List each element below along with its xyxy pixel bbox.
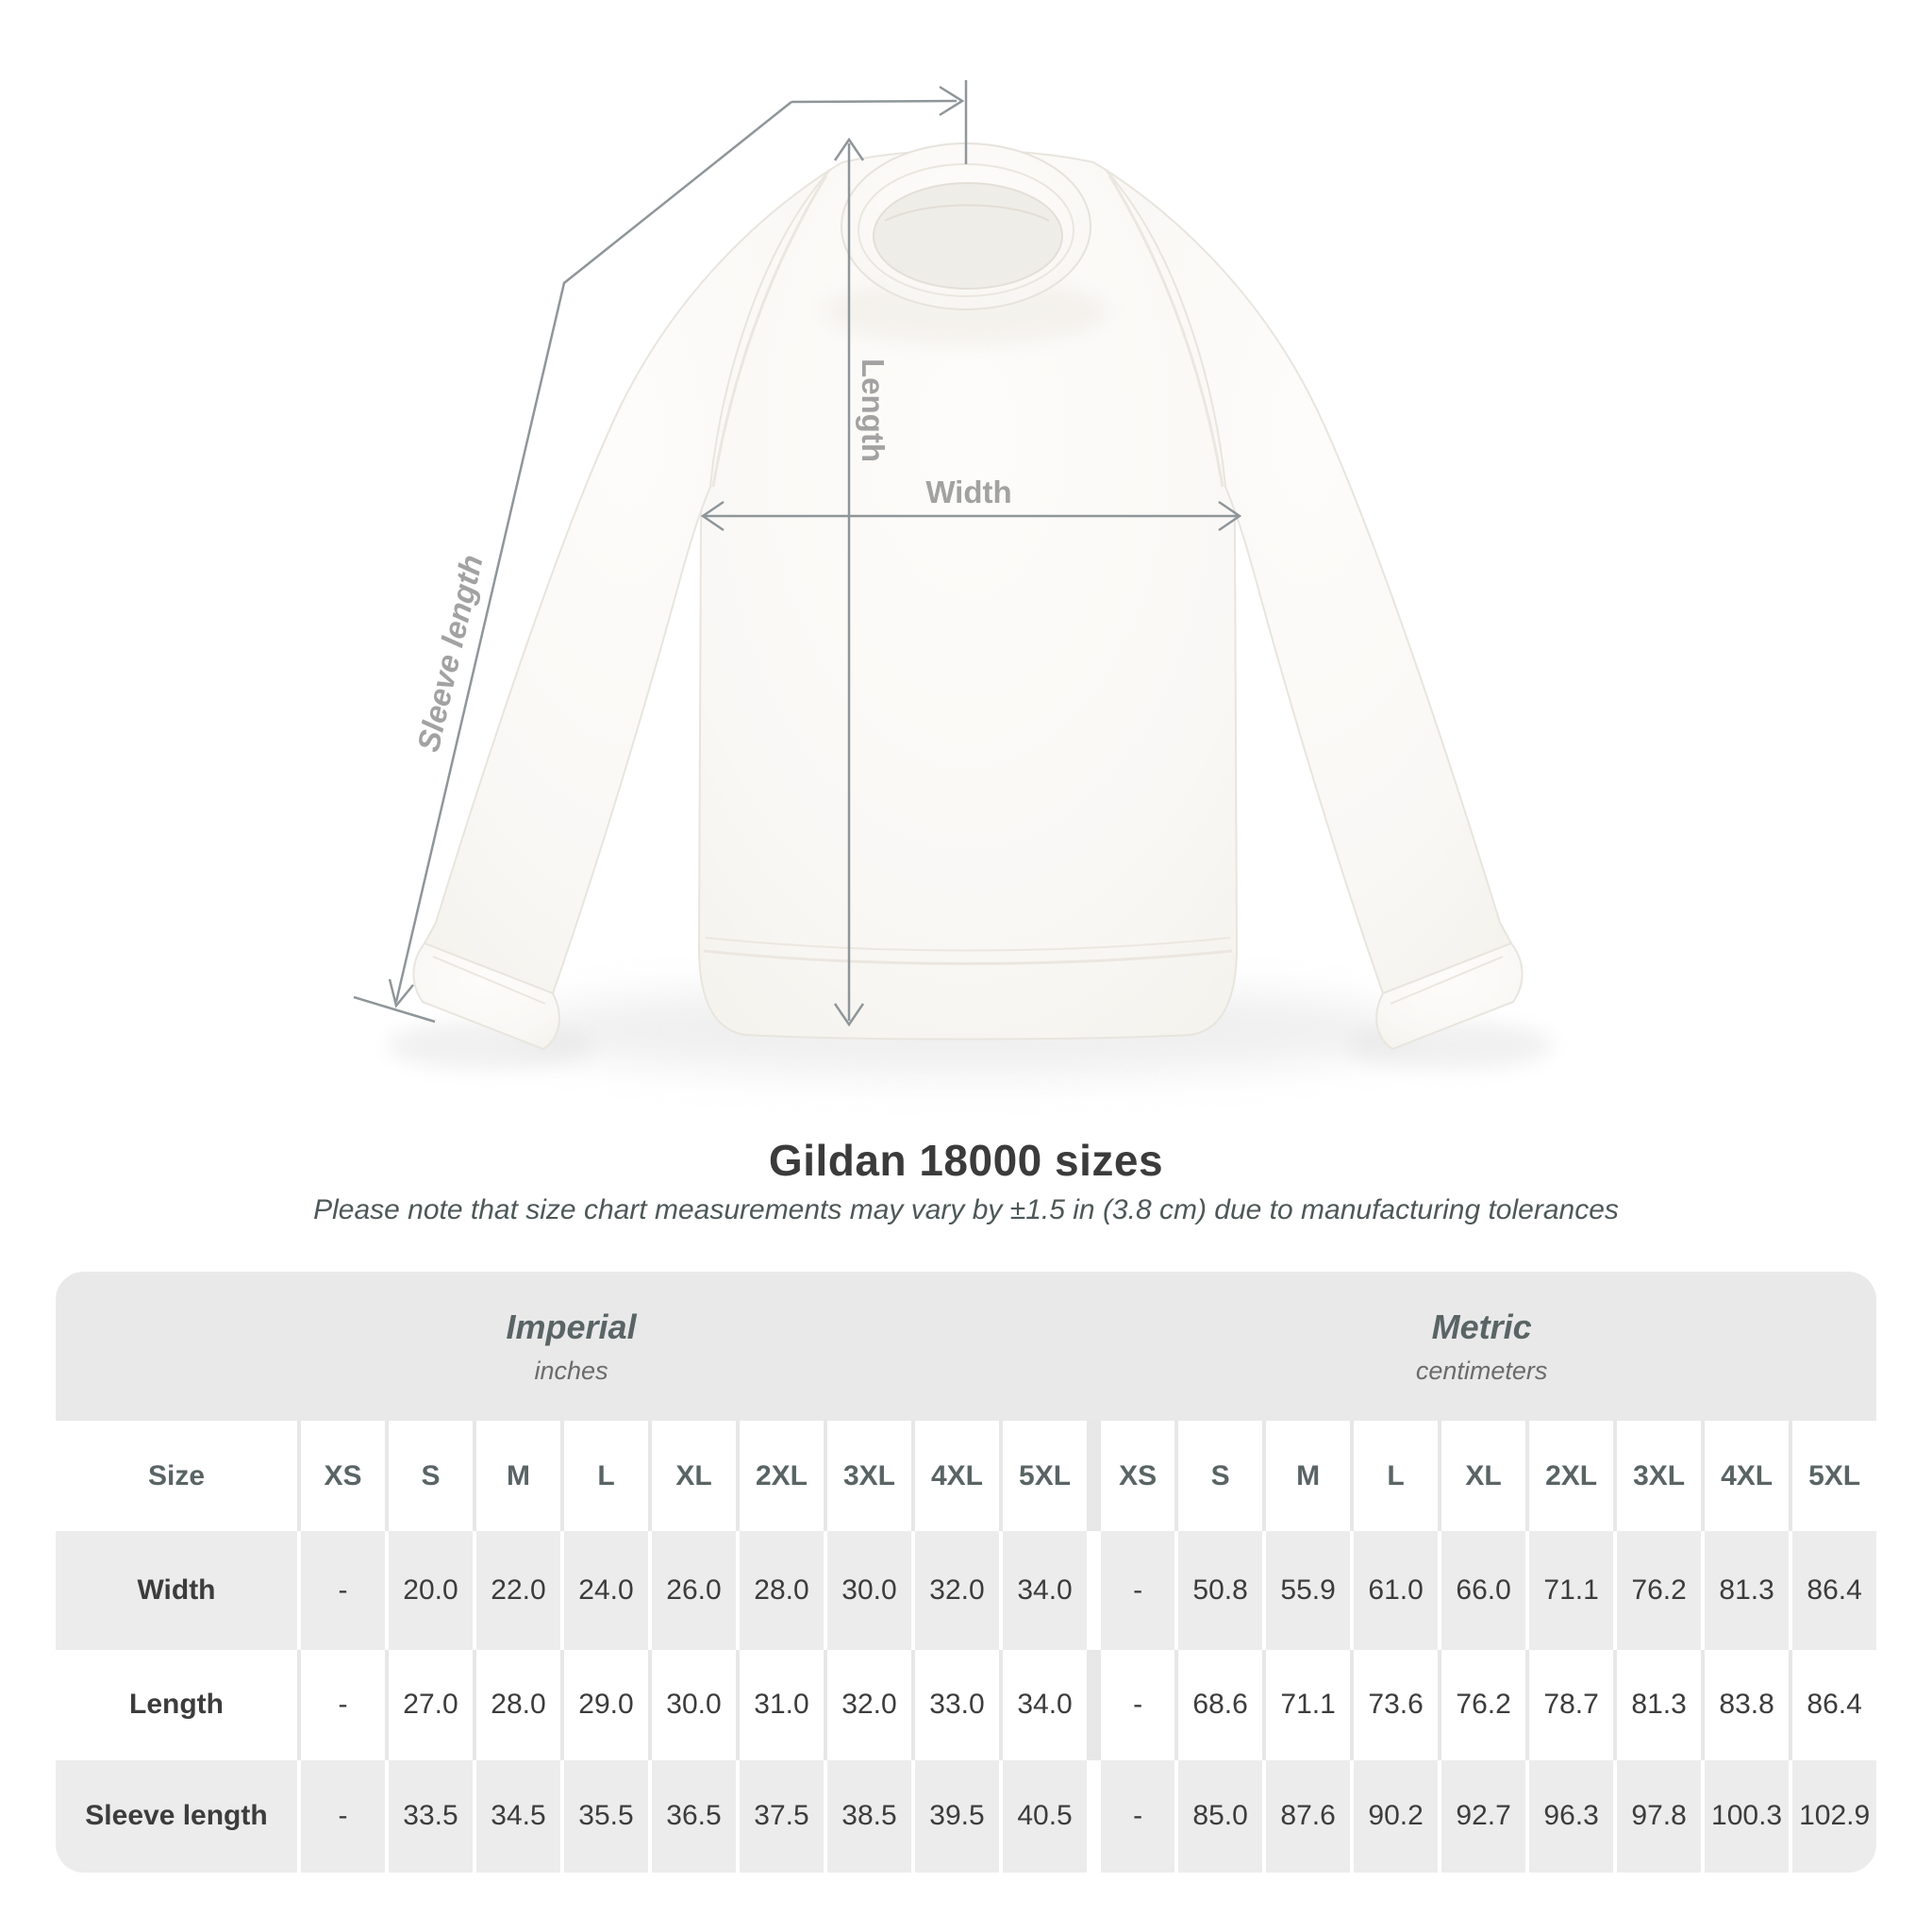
col-header-imperial: M	[473, 1421, 560, 1530]
col-header-imperial: 4XL	[911, 1421, 999, 1530]
page-title: Gildan 18000 sizes	[768, 1136, 1164, 1185]
value-cell: 31.0	[736, 1650, 824, 1759]
value-cell: 71.1	[1262, 1650, 1350, 1759]
imperial-unit-label: inches	[534, 1356, 608, 1385]
value-cell: 55.9	[1262, 1531, 1350, 1650]
length-label: Length	[856, 358, 891, 462]
value-cell: 24.0	[560, 1531, 648, 1650]
col-header-metric: M	[1262, 1421, 1350, 1530]
value-cell: 32.0	[911, 1531, 999, 1650]
value-cell: 61.0	[1350, 1531, 1438, 1650]
value-cell: 35.5	[560, 1760, 648, 1873]
col-header-metric: XL	[1438, 1421, 1525, 1530]
value-cell: 39.5	[911, 1760, 999, 1873]
col-header-imperial: 3XL	[824, 1421, 911, 1530]
row-label: Sleeve length	[56, 1760, 297, 1873]
col-header-metric: L	[1350, 1421, 1438, 1530]
unit-header-row	[56, 1272, 1876, 1421]
value-cell: 34.0	[999, 1531, 1087, 1650]
col-header-metric: 3XL	[1613, 1421, 1701, 1530]
neck-opening	[874, 183, 1062, 289]
value-cell: -	[1087, 1760, 1174, 1873]
value-cell: 68.6	[1174, 1650, 1262, 1759]
col-header-imperial: L	[560, 1421, 648, 1530]
size-chart-table	[56, 1272, 1876, 1873]
value-cell: 83.8	[1701, 1650, 1789, 1759]
col-header-imperial: S	[385, 1421, 473, 1530]
value-cell: 33.5	[385, 1760, 473, 1873]
length-row	[56, 1650, 1876, 1759]
value-cell: 34.5	[473, 1760, 560, 1873]
value-cell: 90.2	[1350, 1760, 1438, 1873]
value-cell: 85.0	[1174, 1760, 1262, 1873]
width-label: Width	[925, 475, 1012, 509]
size-row-label: Size	[56, 1421, 297, 1530]
value-cell: 87.6	[1262, 1760, 1350, 1873]
value-cell: 86.4	[1789, 1531, 1876, 1650]
col-header-metric: 2XL	[1525, 1421, 1613, 1530]
value-cell: 22.0	[473, 1531, 560, 1650]
value-cell: -	[1087, 1531, 1174, 1650]
width-row	[56, 1531, 1876, 1650]
col-header-imperial: XS	[297, 1421, 385, 1530]
value-cell: 28.0	[736, 1531, 824, 1650]
imperial-label: Imperial	[506, 1307, 637, 1346]
sleeve-length-label: Sleeve length	[409, 551, 490, 756]
row-label: Width	[56, 1531, 297, 1650]
value-cell: 28.0	[473, 1650, 560, 1759]
col-header-metric: 5XL	[1789, 1421, 1876, 1530]
value-cell: 29.0	[560, 1650, 648, 1759]
sweatshirt-photo	[413, 143, 1522, 1049]
value-cell: 73.6	[1350, 1650, 1438, 1759]
value-cell: -	[1087, 1650, 1174, 1759]
value-cell: 50.8	[1174, 1531, 1262, 1650]
value-cell: 102.9	[1789, 1760, 1876, 1873]
value-cell: 97.8	[1613, 1760, 1701, 1873]
value-cell: 30.0	[648, 1650, 736, 1759]
value-cell: 37.5	[736, 1760, 824, 1873]
value-cell: 76.2	[1438, 1650, 1525, 1759]
value-cell: 86.4	[1789, 1650, 1876, 1759]
value-cell: 96.3	[1525, 1760, 1613, 1873]
value-cell: 34.0	[999, 1650, 1087, 1759]
value-cell: 71.1	[1525, 1531, 1613, 1650]
value-cell: 78.7	[1525, 1650, 1613, 1759]
neck-reference-line	[791, 101, 957, 102]
col-header-metric: 4XL	[1701, 1421, 1789, 1530]
col-header-imperial: XL	[648, 1421, 736, 1530]
value-cell: 100.3	[1701, 1760, 1789, 1873]
value-cell: 36.5	[648, 1760, 736, 1873]
size-header-row	[56, 1421, 1876, 1530]
value-cell: 81.3	[1613, 1650, 1701, 1759]
col-header-metric: XS	[1087, 1421, 1174, 1530]
value-cell: 66.0	[1438, 1531, 1525, 1650]
metric-header-cell	[1087, 1272, 1876, 1421]
value-cell: 40.5	[999, 1760, 1087, 1873]
col-header-imperial: 5XL	[999, 1421, 1087, 1530]
value-cell: -	[297, 1650, 385, 1759]
value-cell: 81.3	[1701, 1531, 1789, 1650]
value-cell: 20.0	[385, 1531, 473, 1650]
value-cell: 27.0	[385, 1650, 473, 1759]
value-cell: 26.0	[648, 1531, 736, 1650]
value-cell: 76.2	[1613, 1531, 1701, 1650]
value-cell: -	[297, 1531, 385, 1650]
value-cell: 92.7	[1438, 1760, 1525, 1873]
value-cell: 32.0	[824, 1650, 911, 1759]
col-header-imperial: 2XL	[736, 1421, 824, 1530]
imperial-header-cell	[56, 1272, 1087, 1421]
value-cell: -	[297, 1760, 385, 1873]
value-cell: 30.0	[824, 1531, 911, 1650]
row-label: Length	[56, 1650, 297, 1759]
tolerance-note: Please note that size chart measurements may vary by ±1.5 in (3.8 cm) due to manufacturing tolerances	[313, 1194, 1619, 1225]
sleeve-length-row	[56, 1760, 1876, 1873]
value-cell: 38.5	[824, 1760, 911, 1873]
size-chart	[56, 1272, 1876, 1873]
col-header-metric: S	[1174, 1421, 1262, 1530]
value-cell: 33.0	[911, 1650, 999, 1759]
metric-unit-label: centimeters	[1415, 1356, 1548, 1385]
metric-label: Metric	[1431, 1307, 1532, 1346]
